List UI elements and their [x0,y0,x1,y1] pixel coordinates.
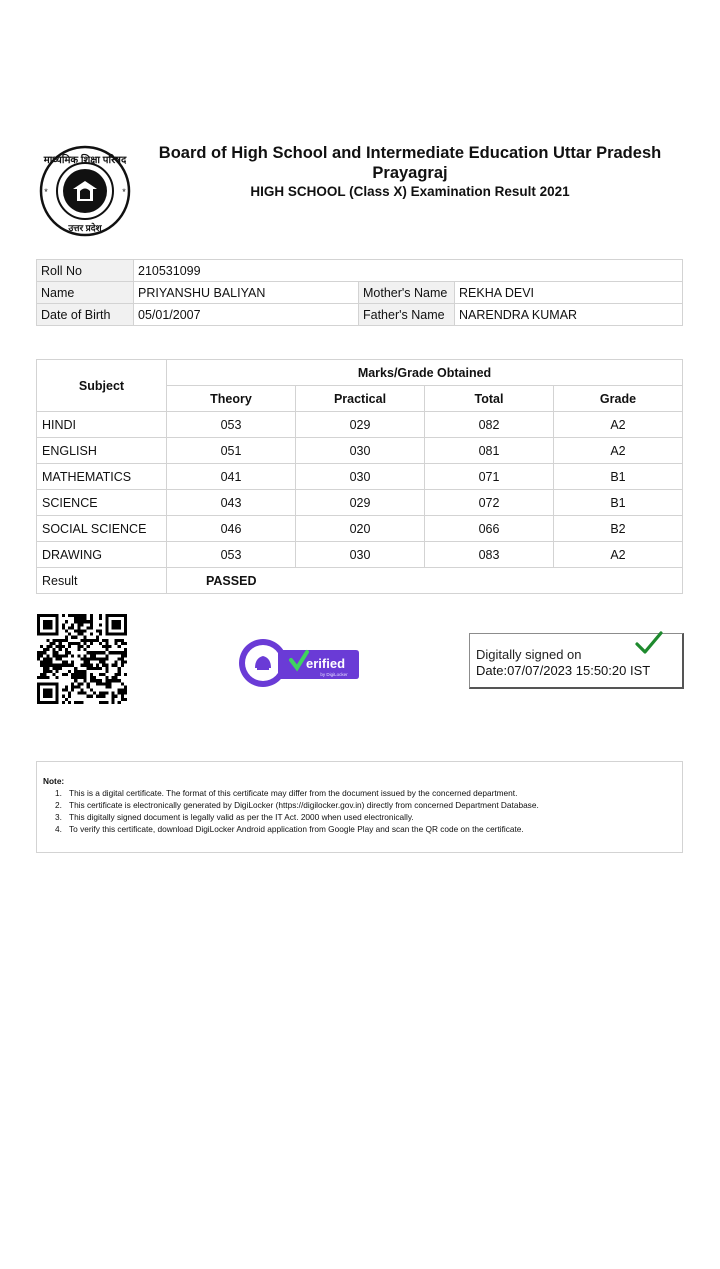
grade-cell: A2 [554,412,683,438]
marks-table [36,359,683,594]
theory-cell: 053 [167,412,296,438]
theory-header: Theory [167,386,296,412]
svg-text:*: * [122,187,126,197]
dob-label: Date of Birth [37,304,134,326]
exam-title: HIGH SCHOOL (Class X) Examination Result 2021 [250,184,570,199]
note-box [36,761,683,853]
roll-value: 210531099 [134,260,683,282]
seal-text-bottom: उत्तर प्रदेश [68,223,102,233]
list-item: 3. This digitally signed document is legally valid as per the IT Act. 2000 when used electronically. [55,812,414,822]
dob-row [37,304,683,326]
subject-cell: SCIENCE [37,490,167,516]
note-list [43,787,539,835]
name-value: PRIYANSHU BALIYAN [134,282,359,304]
note-item-text: To verify this certificate, download DigiLocker Android application from Google Play and scan the QR code on the certificate. [69,824,524,834]
theory-cell: 051 [167,438,296,464]
mother-label: Mother's Name [359,282,455,304]
marks-group-header: Marks/Grade Obtained [167,360,683,386]
father-label: Father's Name [359,304,455,326]
total-header: Total [425,386,554,412]
signed-date-value: 07/07/2023 15:50:20 IST [507,663,651,678]
result-label: Result [37,568,167,594]
practical-cell: 030 [296,542,425,568]
subject-cell: MATHEMATICS [37,464,167,490]
roll-row [37,260,683,282]
total-cell: 082 [425,412,554,438]
verified-badge-text: erified [306,656,346,671]
table-row [37,438,683,464]
result-value: PASSED [167,568,296,594]
grade-header: Grade [554,386,683,412]
signed-label: Digitally signed on [476,647,582,662]
subject-cell: DRAWING [37,542,167,568]
practical-cell: 020 [296,516,425,542]
mother-value: REKHA DEVI [455,282,683,304]
table-row [37,464,683,490]
grade-cell: A2 [554,438,683,464]
list-item: 4. To verify this certificate, download DigiLocker Android application from Google Play and scan the QR code on the certificate. [55,824,524,834]
practical-cell: 029 [296,412,425,438]
practical-header: Practical [296,386,425,412]
checkmark-icon [634,630,664,656]
list-item: 2. This certificate is electronically generated by DigiLocker (https://digilocker.gov.in) directly from concerned Department Database. [55,800,539,810]
table-row [37,490,683,516]
signed-date [476,663,650,678]
theory-cell: 041 [167,464,296,490]
result-row [37,568,683,594]
board-title: Board of High School and Intermediate Education Uttar Pradesh [158,144,662,162]
father-value: NARENDRA KUMAR [455,304,683,326]
name-label: Name [37,282,134,304]
subject-cell: HINDI [37,412,167,438]
board-city: Prayagraj [372,164,448,182]
total-cell: 083 [425,542,554,568]
grade-cell: B1 [554,490,683,516]
digital-signature-box [469,633,684,689]
svg-text:*: * [44,187,48,197]
theory-cell: 053 [167,542,296,568]
note-item-text: This is a digital certificate. The format of this certificate may differ from the document issued by the concerned department. [69,788,518,798]
theory-cell: 046 [167,516,296,542]
subject-header: Subject [37,360,167,412]
table-row [37,542,683,568]
grade-cell: B2 [554,516,683,542]
marks-header-row-1 [37,360,683,386]
qr-code[interactable] [37,614,127,704]
subject-cell: SOCIAL SCIENCE [37,516,167,542]
note-title: Note: [43,776,65,786]
total-cell: 081 [425,438,554,464]
practical-cell: 030 [296,464,425,490]
total-cell: 071 [425,464,554,490]
name-row [37,282,683,304]
practical-cell: 029 [296,490,425,516]
roll-label: Roll No [37,260,134,282]
total-cell: 066 [425,516,554,542]
total-cell: 072 [425,490,554,516]
dob-value: 05/01/2007 [134,304,359,326]
table-row [37,412,683,438]
table-row [37,516,683,542]
note-item-text: This digitally signed document is legally valid as per the IT Act. 2000 when used electronically. [69,812,414,822]
grade-cell: B1 [554,464,683,490]
list-item: 1. This is a digital certificate. The format of this certificate may differ from the document issued by the concerned department. [55,788,518,798]
theory-cell: 043 [167,490,296,516]
seal-text-top: माध्यमिक शिक्षा परिषद [43,155,127,166]
board-seal-logo [36,145,134,237]
practical-cell: 030 [296,438,425,464]
student-info-table [36,259,683,326]
signed-date-label: Date: [476,663,508,678]
grade-cell: A2 [554,542,683,568]
note-item-text: This certificate is electronically generated by DigiLocker (https://digilocker.gov.in) directly from concerned Department Database. [69,800,539,810]
subject-cell: ENGLISH [37,438,167,464]
verified-badge [238,638,360,688]
verified-badge-sub: by DigiLocker [320,672,348,677]
